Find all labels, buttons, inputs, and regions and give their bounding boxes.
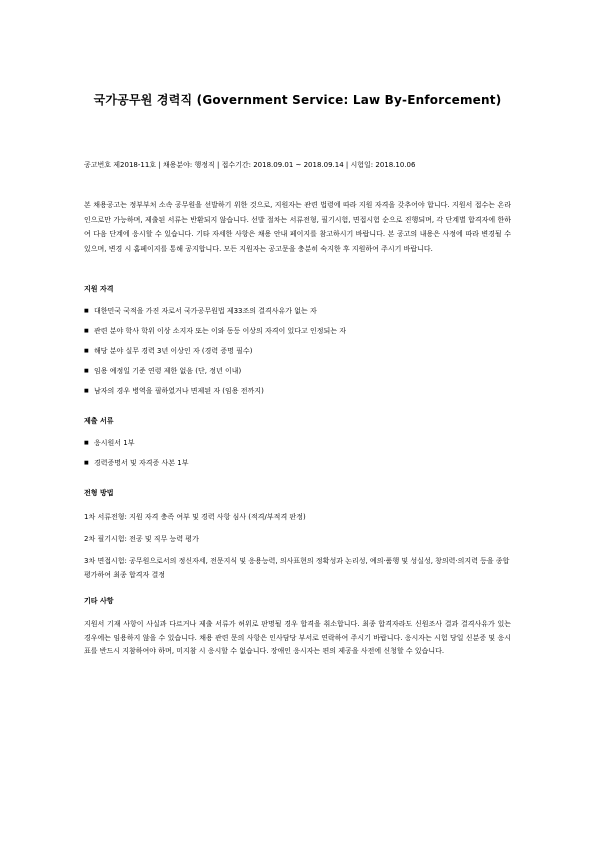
selection-paragraph: 1차 서류전형: 지원 자격 충족 여부 및 경력 사항 심사 (적격/부적격 판정): [84, 513, 306, 521]
document-meta: 공고번호 제2018-11호 | 채용분야: 행정직 | 접수기간: 2018.09.01 ~ 2018.09.14 | 시험일: 2018.10.06: [84, 161, 416, 169]
closing-paragraph: 지원서 기재 사항이 사실과 다르거나 제출 서류가 허위로 판명될 경우 합격을 취소합니다. 최종 합격자라도 신원조사 결과 결격사유가 있는 경우에는 임용하지 않을 수 있습니다. 채용 관련 문의 사항은 인사담당 부서로 연락하여 주시기 바랍니다. 응시자는 시험 당일 신분증 및 응시표를 반드시 지참하여야 하며, 미지참 시 응시할 수 없습니다. 장애인 응시자는 편의 제공을 사전에 신청할 수 있습니다.: [84, 620, 511, 655]
section-heading-documents: 제출 서류: [84, 417, 114, 425]
section-heading-other: 기타 사항: [84, 597, 114, 605]
list-item: ■ 대한민국 국적을 가진 자로서 국가공무원법 제33조의 결격사유가 없는 자: [84, 306, 511, 316]
eligibility-list: [84, 306, 511, 396]
selection-paragraph: 2차 필기시험: 전공 및 직무 능력 평가: [84, 535, 199, 543]
selection-paragraphs: [84, 510, 511, 582]
list-item: ■ 관련 분야 학사 학위 이상 소지자 또는 이와 동등 이상의 자격이 있다고 인정되는 자: [84, 326, 511, 336]
list-item: ■ 임용 예정일 기준 연령 제한 없음 (단, 정년 이내): [84, 366, 511, 376]
document-title: 국가공무원 경력직 (Government Service: Law By-Enforcement): [93, 93, 502, 107]
list-item: ■ 응시원서 1부: [84, 438, 511, 448]
intro-paragraph: 본 채용공고는 정부부처 소속 공무원을 선발하기 위한 것으로, 지원자는 관련 법령에 따라 지원 자격을 갖추어야 합니다. 지원서 접수는 온라인으로만 가능하며, 제출된 서류는 반환되지 않습니다. 선발 절차는 서류전형, 필기시험, 면접시험 순으로 진행되며, 각 단계별 합격자에 한하여 다음 단계에 응시할 수 있습니다. 기타 자세한 사항은 채용 안내 페이지를 참고하시기 바랍니다. 본 공고의 내용은 사정에 따라 변경될 수 있으며, 변경 시 홈페이지를 통해 공지합니다. 모든 지원자는 공고문을 충분히 숙지한 후 지원하여 주시기 바랍니다.: [84, 201, 511, 253]
section-heading-eligibility: 지원 자격: [84, 285, 114, 293]
list-item: ■ 경력증명서 및 자격증 사본 1부: [84, 458, 511, 468]
selection-paragraph: 3차 면접시험: 공무원으로서의 정신자세, 전문지식 및 응용능력, 의사표현의 정확성과 논리성, 예의·품행 및 성실성, 창의력·의지력 등을 종합 평가하여 최종 합격자 결정: [84, 557, 510, 579]
list-item: ■ 해당 분야 실무 경력 3년 이상인 자 (경력 증명 필수): [84, 346, 511, 356]
list-item: ■ 남자의 경우 병역을 필하였거나 면제된 자 (임용 전까지): [84, 386, 511, 396]
section-heading-selection: 전형 방법: [84, 489, 114, 497]
documents-list: [84, 438, 511, 468]
